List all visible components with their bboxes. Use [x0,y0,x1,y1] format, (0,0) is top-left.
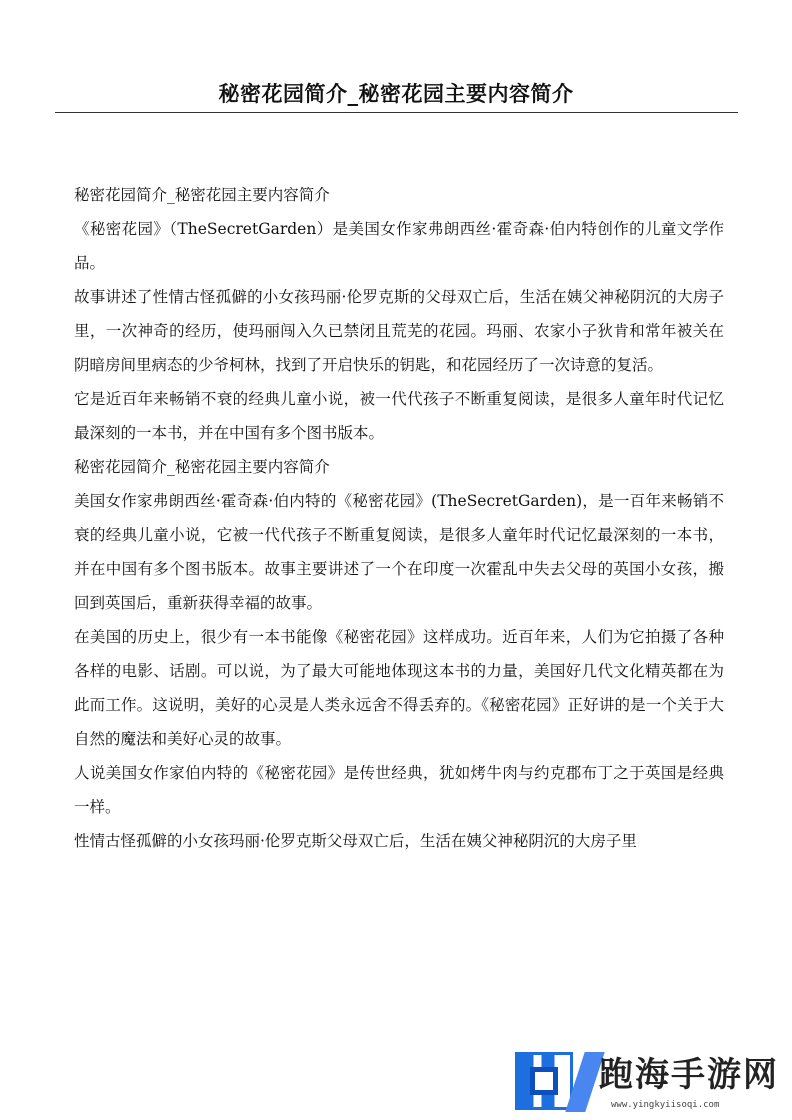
watermark-logo-text: 跑海手游网 [599,1055,779,1095]
paragraph: 《秘密花园》（TheSecretGarden）是美国女作家弗朗西丝·霍奇森·伯内特创作的儿童文学作品。 [74,220,724,272]
paragraph: 秘密花园简介_秘密花园主要内容简介 [74,458,330,476]
watermark-url: www.yingkyiisoqi.com [611,1100,720,1110]
site-watermark [515,1050,787,1116]
paragraph: 人说美国女作家伯内特的《秘密花园》是传世经典，犹如烤牛肉与约克郡布丁之于英国是经典一样。 [74,764,724,816]
paragraph: 美国女作家弗朗西丝·霍奇森·伯内特的《秘密花园》(TheSecretGarden)，是一百年来畅销不衰的经典儿童小说，它被一代代孩子不断重复阅读，是很多人童年时代记忆最深刻的一本书，并在中国有多个图书版本。故事主要讲述了一个在印度一次霍乱中失去父母的英国小女孩，搬回到英国后，重新获得幸福的故事。 [74,492,724,612]
paragraph: 故事讲述了性情古怪孤僻的小女孩玛丽·伦罗克斯的父母双亡后，生活在姨父神秘阴沉的大房子里，一次神奇的经历，使玛丽闯入久已禁闭且荒芜的花园。玛丽、农家小子狄肯和常年被关在阴暗房间里病态的少爷柯林，找到了开启快乐的钥匙，和花园经历了一次诗意的复活。 [74,288,724,374]
title-divider [55,112,738,113]
paragraph: 它是近百年来畅销不衰的经典儿童小说，被一代代孩子不断重复阅读，是很多人童年时代记忆最深刻的一本书，并在中国有多个图书版本。 [74,390,724,442]
document-body [74,178,724,858]
paragraph: 秘密花园简介_秘密花园主要内容简介 [74,186,330,204]
paragraph: 性情古怪孤僻的小女孩玛丽·伦罗克斯父母双亡后，生活在姨父神秘阴沉的大房子里 [74,832,637,850]
qr-logo-icon [515,1052,573,1110]
paragraph: 在美国的历史上，很少有一本书能像《秘密花园》这样成功。近百年来，人们为它拍摄了各种各样的电影、话剧。可以说，为了最大可能地体现这本书的力量，美国好几代文化精英都在为此而工作。这说明，美好的心灵是人类永远舍不得丢弃的。《秘密花园》正好讲的是一个关于大自然的魔法和美好心灵的故事。 [74,628,724,748]
document-title: 秘密花园简介_秘密花园主要内容简介 [218,82,574,106]
